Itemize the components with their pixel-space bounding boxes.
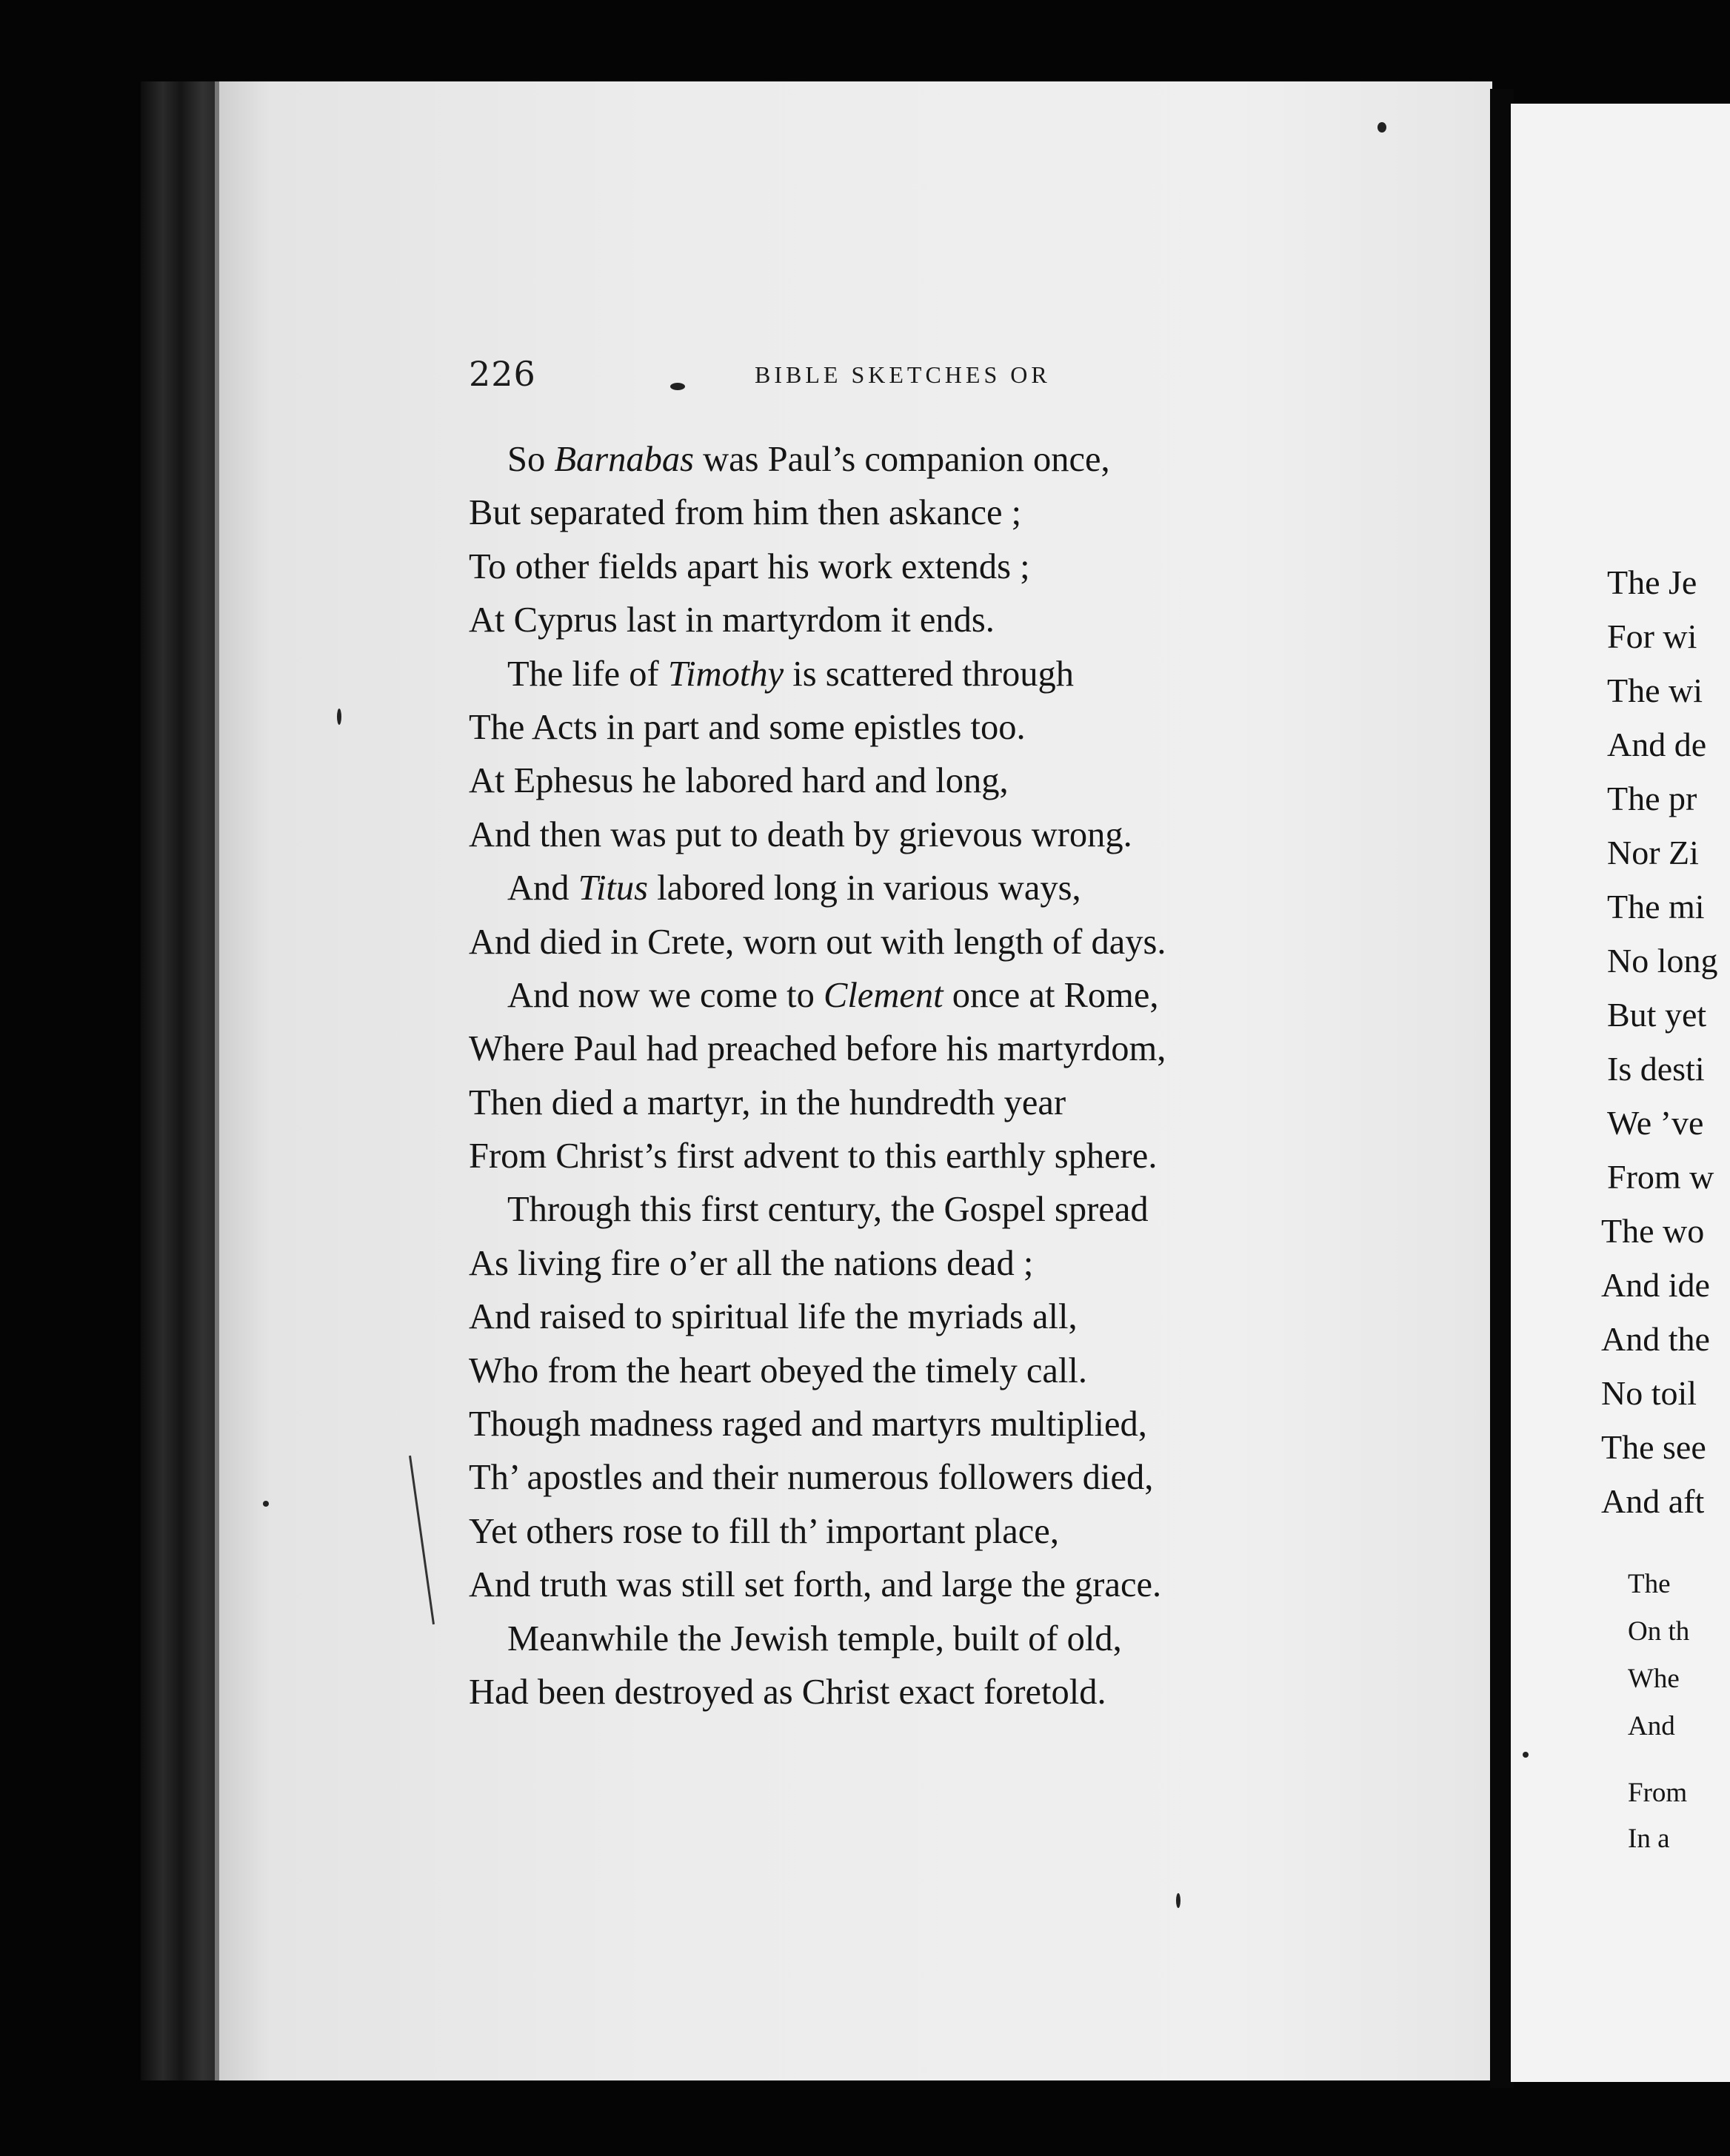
line-text: Th’ apostles and their numerous followers died,	[469, 1458, 1154, 1498]
poem-line	[469, 1666, 1395, 1719]
scan-speck	[337, 709, 341, 725]
line-text: Had been destroyed as Christ exact foretold.	[469, 1672, 1106, 1712]
italic-name: Barnabas	[554, 440, 694, 479]
right-page-line: For wi	[1607, 617, 1697, 655]
line-text: The Acts in part and some epistles too.	[469, 707, 1026, 747]
line-text: was Paul’s companion once,	[693, 440, 1110, 479]
right-page-note-line: On th	[1628, 1616, 1690, 1647]
line-text: And	[507, 868, 578, 908]
running-head	[469, 354, 1357, 398]
poem-line	[469, 808, 1395, 862]
line-text: labored long in various ways,	[648, 868, 1081, 908]
right-page-line: No long	[1607, 942, 1718, 980]
line-text: And now we come to	[507, 975, 824, 1015]
right-page-line: The Je	[1607, 563, 1697, 601]
line-text: And raised to spiritual life the myriads all,	[469, 1297, 1078, 1337]
line-text: Meanwhile the Jewish temple, built of old,	[507, 1618, 1122, 1658]
poem-line	[469, 862, 1395, 915]
poem-line	[469, 1022, 1395, 1076]
right-page-line: We ’ve	[1607, 1104, 1704, 1142]
right-page-line: Nor Zi	[1607, 834, 1699, 871]
right-page	[1511, 104, 1730, 2082]
line-text: Though madness raged and martyrs multiplied,	[469, 1405, 1147, 1444]
poem-line	[469, 1451, 1395, 1504]
line-text: Yet others rose to fill th’ important place,	[469, 1511, 1059, 1551]
right-page-line: From w	[1607, 1158, 1714, 1196]
poem-text	[469, 433, 1395, 1719]
italic-name: Timothy	[667, 654, 784, 694]
right-page-note-line: From	[1628, 1778, 1688, 1808]
line-text: The life of	[507, 654, 668, 694]
page-number: 226	[469, 354, 536, 394]
poem-line	[469, 701, 1395, 754]
poem-line	[469, 1505, 1395, 1559]
line-text: As living fire o’er all the nations dead ;	[469, 1243, 1034, 1283]
scan-speck	[1523, 1752, 1529, 1758]
right-page-line: And de	[1607, 726, 1707, 763]
poem-line	[469, 540, 1395, 594]
line-text: But separated from him then askance ;	[469, 493, 1022, 533]
line-text: At Ephesus he labored hard and long,	[469, 761, 1009, 801]
line-text: Through this first century, the Gospel spread	[507, 1190, 1149, 1230]
poem-line	[469, 1130, 1395, 1183]
poem-line	[469, 1345, 1395, 1398]
poem-line	[469, 1559, 1395, 1612]
right-page-line: The mi	[1607, 888, 1705, 925]
line-text: Where Paul had preached before his martyrdom,	[469, 1029, 1166, 1069]
scan-speck	[670, 383, 685, 390]
right-page-line: No toil	[1601, 1374, 1697, 1412]
line-text: From Christ’s first advent to this earthly sphere.	[469, 1136, 1158, 1176]
poem-line	[469, 1077, 1395, 1130]
poem-line	[469, 916, 1395, 969]
poem-line	[469, 754, 1395, 808]
poem-line	[469, 969, 1395, 1022]
scan-speck	[1377, 122, 1386, 133]
right-page-note-line: The	[1628, 1569, 1671, 1599]
right-page-line: The wi	[1607, 672, 1703, 709]
right-page-line: And the	[1601, 1320, 1710, 1358]
line-text: To other fields apart his work extends ;	[469, 546, 1030, 586]
poem-line	[469, 1237, 1395, 1290]
poem-line	[469, 486, 1395, 540]
line-text: At Cyprus last in martyrdom it ends.	[469, 600, 995, 640]
poem-line	[469, 1183, 1395, 1236]
right-page-line: The see	[1601, 1428, 1706, 1466]
line-text: Then died a martyr, in the hundredth year	[469, 1082, 1066, 1122]
right-page-line: But yet	[1607, 996, 1707, 1034]
poem-line	[469, 594, 1395, 647]
right-page-note-line: In a	[1628, 1824, 1670, 1854]
line-text: And then was put to death by grievous wrong.	[469, 814, 1132, 854]
line-text: And truth was still set forth, and large the grace.	[469, 1565, 1162, 1605]
poem-line	[469, 1398, 1395, 1451]
line-text: Who from the heart obeyed the timely call.	[469, 1350, 1087, 1390]
poem-line	[469, 1613, 1395, 1666]
poem-line	[469, 433, 1395, 486]
poem-line	[469, 648, 1395, 701]
right-page-note-line: And	[1628, 1711, 1675, 1741]
line-text: And died in Crete, worn out with length of days.	[469, 922, 1166, 962]
right-page-line: The wo	[1601, 1212, 1705, 1250]
line-text: So	[507, 440, 555, 479]
scan-speck	[1176, 1893, 1180, 1908]
running-title: BIBLE SKETCHES OR	[755, 361, 1051, 388]
right-page-line: The pr	[1607, 780, 1697, 817]
italic-name: Clement	[823, 975, 944, 1015]
right-page-line: And aft	[1601, 1482, 1705, 1520]
line-text: is scattered through	[784, 654, 1075, 694]
scan-speck	[263, 1501, 269, 1507]
right-page-note-line: Whe	[1628, 1664, 1680, 1694]
right-page-line: Is desti	[1607, 1050, 1705, 1088]
poem-line	[469, 1290, 1395, 1344]
right-page-line: And ide	[1601, 1266, 1710, 1304]
italic-name: Titus	[578, 868, 649, 908]
line-text: once at Rome,	[943, 975, 1159, 1015]
